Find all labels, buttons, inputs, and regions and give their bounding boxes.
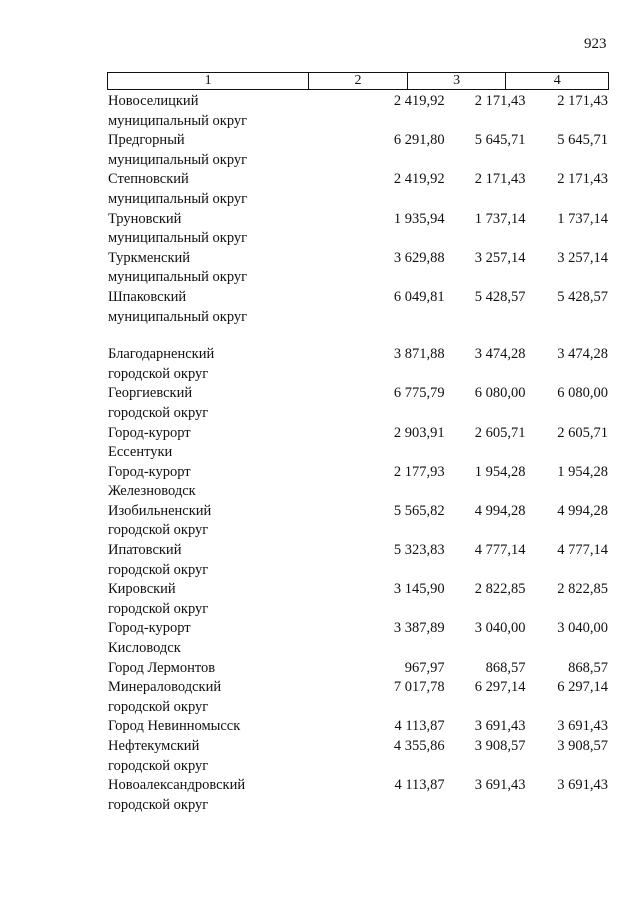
district-name-continued: муниципальный округ — [108, 269, 248, 286]
empty-cell — [283, 404, 445, 424]
value-col-2: 2 419,92 — [393, 93, 445, 109]
table-row — [108, 541, 608, 561]
table-row — [108, 502, 608, 522]
empty-cell — [283, 796, 445, 816]
empty-cell — [283, 600, 445, 620]
table-row — [108, 345, 608, 365]
value-col-4: 6 297,14 — [557, 679, 608, 696]
value-col-4: 4 777,14 — [557, 542, 608, 559]
value-col-3: 4 994,28 — [474, 502, 526, 519]
empty-cell — [283, 190, 445, 210]
empty-cell — [526, 443, 609, 463]
empty-cell — [283, 229, 445, 249]
district-name: Минераловодский — [108, 679, 222, 696]
empty-cell — [283, 521, 445, 541]
empty-cell — [526, 757, 609, 777]
value-col-4: 3 691,43 — [557, 718, 608, 735]
empty-cell — [526, 698, 609, 718]
table-row — [108, 229, 608, 249]
empty-cell — [526, 600, 609, 620]
district-name: Шпаковский — [108, 288, 187, 305]
empty-cell — [283, 482, 445, 502]
district-name-continued: городской округ — [108, 365, 209, 382]
empty-cell — [526, 112, 609, 132]
header-col-1: 1 — [204, 73, 212, 88]
value-col-2: 4 113,87 — [394, 718, 445, 735]
empty-cell — [526, 151, 609, 171]
value-col-2: 6 775,79 — [393, 385, 445, 402]
table-row — [108, 308, 608, 328]
empty-cell — [445, 151, 526, 171]
table-row — [108, 384, 608, 404]
district-name-continued: Железноводск — [108, 483, 196, 500]
value-col-4: 5 645,71 — [557, 132, 608, 149]
header-col-4: 4 — [505, 73, 608, 89]
value-col-4: 2 822,85 — [557, 581, 608, 598]
value-col-4: 1 954,28 — [557, 463, 608, 480]
district-name-continued: городской округ — [108, 757, 209, 774]
table-row — [108, 424, 608, 444]
table-row — [108, 619, 608, 639]
empty-cell — [526, 796, 609, 816]
value-col-4: 6 080,00 — [557, 385, 608, 402]
value-col-3: 3 908,57 — [474, 738, 526, 754]
value-col-3: 2 171,43 — [474, 93, 526, 109]
table-row — [108, 268, 608, 288]
district-name-continued: муниципальный округ — [108, 151, 248, 168]
district-name: Георгиевский — [108, 385, 193, 402]
table-row — [108, 717, 608, 737]
empty-cell — [445, 229, 526, 249]
table-row — [108, 678, 608, 698]
district-name-continued: муниципальный округ — [108, 190, 248, 207]
table-row — [108, 210, 608, 230]
empty-cell — [283, 639, 445, 659]
table-row — [108, 561, 608, 581]
district-name: Предгорный — [108, 132, 185, 149]
district-name-continued: городской округ — [108, 404, 209, 421]
value-col-3: 2 171,43 — [474, 171, 526, 188]
district-name-continued: городской округ — [108, 698, 209, 715]
district-name: Кировский — [108, 581, 176, 598]
value-col-2: 6 049,81 — [393, 288, 445, 305]
empty-cell — [526, 561, 609, 581]
empty-cell — [445, 796, 526, 816]
district-name: Труновский — [108, 210, 182, 227]
value-col-4: 3 257,14 — [557, 249, 608, 266]
value-col-4: 3 040,00 — [557, 620, 608, 637]
table-row — [108, 659, 608, 679]
district-name: Ипатовский — [108, 542, 182, 559]
district-name-continued: городской округ — [108, 600, 209, 617]
value-col-3: 3 257,14 — [474, 249, 526, 266]
empty-cell — [283, 308, 445, 328]
empty-cell — [445, 600, 526, 620]
district-name: Нефтекумский — [108, 738, 200, 754]
district-name: Город Лермонтов — [108, 659, 216, 676]
empty-cell — [445, 639, 526, 659]
table-row — [108, 443, 608, 463]
value-col-2: 3 629,88 — [393, 249, 445, 266]
value-col-2: 7 017,78 — [393, 679, 445, 696]
table-body — [108, 92, 608, 815]
empty-cell — [445, 268, 526, 288]
district-name: Город Невинномысск — [108, 718, 241, 735]
value-col-2: 5 565,82 — [393, 502, 445, 519]
district-name-continued: городской округ — [108, 522, 209, 539]
value-col-2: 2 177,93 — [393, 463, 445, 480]
empty-cell — [445, 698, 526, 718]
empty-cell — [526, 268, 609, 288]
value-col-4: 868,57 — [568, 659, 608, 676]
value-col-4: 3 908,57 — [557, 738, 608, 754]
district-name-continued: городской округ — [108, 796, 209, 813]
value-col-2: 967,97 — [404, 659, 445, 676]
empty-cell — [283, 151, 445, 171]
empty-cell — [526, 639, 609, 659]
empty-cell — [445, 190, 526, 210]
value-col-4: 4 994,28 — [557, 502, 608, 519]
value-col-3: 2 822,85 — [474, 581, 526, 598]
district-name-continued: муниципальный округ — [108, 112, 248, 129]
value-col-4: 2 171,43 — [557, 93, 608, 109]
district-name: Новоселицкий — [108, 93, 199, 109]
empty-cell — [526, 190, 609, 210]
district-name: Туркменский — [108, 249, 191, 266]
table-row — [108, 131, 608, 151]
value-col-2: 4 355,86 — [393, 738, 445, 754]
empty-cell — [445, 112, 526, 132]
table-row — [108, 463, 608, 483]
value-col-2: 2 419,92 — [393, 171, 445, 188]
value-col-2: 3 871,88 — [393, 346, 445, 363]
empty-cell — [445, 521, 526, 541]
empty-cell — [283, 757, 445, 777]
empty-cell — [526, 308, 609, 328]
empty-cell — [445, 561, 526, 581]
value-col-4: 3 691,43 — [557, 777, 608, 794]
table-row — [108, 796, 608, 816]
table-row — [108, 639, 608, 659]
value-col-3: 1 737,14 — [474, 210, 526, 227]
district-name-continued: Кисловодск — [108, 640, 181, 657]
district-name: Город-курорт — [108, 620, 191, 637]
district-name: Благодарненский — [108, 346, 215, 363]
value-col-2: 5 323,83 — [393, 542, 445, 559]
value-col-2: 3 145,90 — [393, 581, 445, 598]
table-row — [108, 151, 608, 171]
value-col-3: 5 428,57 — [474, 288, 526, 305]
value-col-3: 5 645,71 — [474, 132, 526, 149]
table-row — [108, 112, 608, 132]
value-col-4: 5 428,57 — [557, 288, 608, 305]
empty-cell — [526, 482, 609, 502]
value-col-2: 1 935,94 — [393, 210, 445, 227]
table-row — [108, 92, 608, 112]
value-col-3: 4 777,14 — [474, 542, 526, 559]
value-col-2: 4 113,87 — [394, 777, 445, 794]
value-col-3: 3 040,00 — [474, 620, 526, 637]
table-row — [108, 249, 608, 269]
empty-cell — [283, 268, 445, 288]
value-col-3: 3 691,43 — [474, 718, 526, 735]
empty-cell — [445, 404, 526, 424]
district-name: Степновский — [108, 171, 189, 188]
value-col-2: 2 903,91 — [393, 424, 445, 441]
table-row — [108, 404, 608, 424]
empty-cell — [445, 443, 526, 463]
district-name: Город-курорт — [108, 424, 191, 441]
value-col-4: 1 737,14 — [557, 210, 608, 227]
value-col-4: 2 605,71 — [557, 424, 608, 441]
district-name: Новоалександровский — [108, 777, 246, 794]
value-col-3: 3 691,43 — [474, 777, 526, 794]
empty-cell — [283, 561, 445, 581]
table-row — [108, 580, 608, 600]
value-col-3: 868,57 — [485, 659, 526, 676]
table-row — [108, 757, 608, 777]
table-row — [108, 482, 608, 502]
empty-cell — [526, 229, 609, 249]
value-col-2: 3 387,89 — [393, 620, 445, 637]
table-row — [108, 776, 608, 796]
table-row — [108, 365, 608, 385]
empty-cell — [526, 365, 609, 385]
empty-cell — [445, 365, 526, 385]
district-name: Изобильненский — [108, 502, 212, 519]
table-row — [108, 737, 608, 757]
table-row — [108, 288, 608, 308]
header-col-3: 3 — [407, 73, 506, 89]
district-name-continued: городской округ — [108, 561, 209, 578]
empty-cell — [445, 308, 526, 328]
value-col-3: 1 954,28 — [474, 463, 526, 480]
value-col-4: 3 474,28 — [557, 346, 608, 363]
page-number: 923 — [584, 36, 607, 52]
empty-cell — [283, 365, 445, 385]
value-col-3: 6 297,14 — [474, 679, 526, 696]
value-col-3: 2 605,71 — [474, 424, 526, 441]
empty-cell — [526, 521, 609, 541]
empty-cell — [283, 698, 445, 718]
empty-cell — [283, 112, 445, 132]
empty-cell — [445, 482, 526, 502]
header-col-2: 2 — [308, 73, 407, 89]
empty-cell — [526, 404, 609, 424]
value-col-4: 2 171,43 — [557, 171, 608, 188]
district-name-continued: Ессентуки — [108, 444, 173, 461]
table-header — [107, 72, 609, 90]
empty-cell — [445, 757, 526, 777]
table-row — [108, 521, 608, 541]
empty-cell — [283, 443, 445, 463]
value-col-3: 6 080,00 — [474, 385, 526, 402]
table-row — [108, 698, 608, 718]
table-row — [108, 600, 608, 620]
value-col-2: 6 291,80 — [393, 132, 445, 149]
table-row — [108, 170, 608, 190]
district-name-continued: муниципальный округ — [108, 308, 248, 325]
value-col-3: 3 474,28 — [474, 346, 526, 363]
district-name-continued: муниципальный округ — [108, 230, 248, 247]
district-name: Город-курорт — [108, 463, 191, 480]
table-row — [108, 190, 608, 210]
